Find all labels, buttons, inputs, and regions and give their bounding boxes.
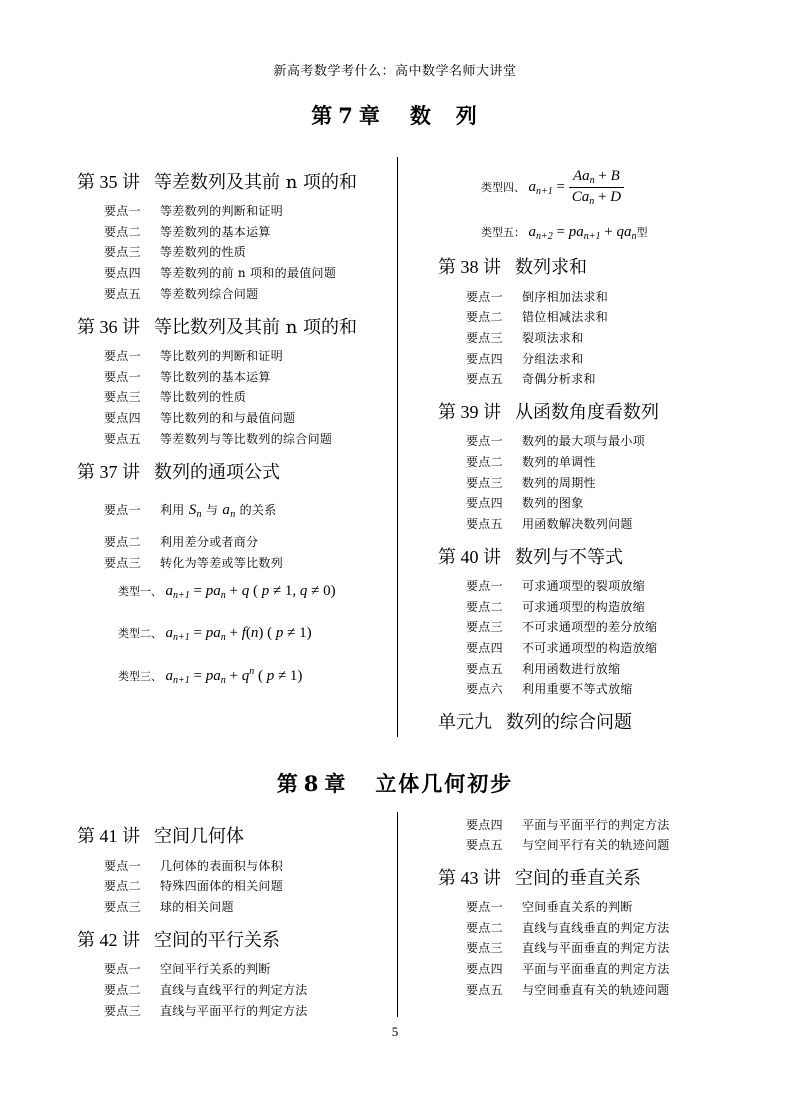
lecture-40-point: 要点三 不可求通项型的差分放缩 — [466, 620, 658, 634]
lecture-36-point: 要点三 等比数列的性质 — [104, 390, 247, 404]
lecture-43-point: 要点四 平面与平面垂直的判定方法 — [466, 962, 670, 976]
lecture-42-point: 要点五 与空间平行有关的轨迹问题 — [466, 838, 670, 852]
lecture-41-number: 第 41 讲 — [77, 826, 140, 846]
lecture-40-heading — [438, 543, 623, 569]
lecture-39-point: 要点五 用函数解决数列问题 — [466, 517, 633, 531]
lecture-42-point: 要点三 直线与平面平行的判定方法 — [104, 1004, 308, 1018]
lecture-43-point: 要点一 空间垂直关系的判断 — [466, 900, 633, 914]
column-divider — [397, 157, 398, 737]
type-5-formula: 类型五： $a_{n+2} = pa_{n+1} + qa_n$型 — [481, 224, 648, 242]
chapter-7-number: 7 — [338, 103, 355, 128]
column-divider — [397, 812, 398, 1017]
lecture-42-point: 要点一 空间平行关系的判断 — [104, 962, 271, 976]
type-4-formula: 类型四、 $a_{n+1}$ = $\frac{Aa_n + B}{Ca_n + D}$ — [481, 168, 624, 207]
lecture-37-number: 第 37 讲 — [77, 462, 140, 482]
lecture-43-point: 要点三 直线与平面垂直的判定方法 — [466, 941, 670, 955]
lecture-36-point: 要点五 等差数列与等比数列的综合问题 — [104, 432, 333, 446]
lecture-35-heading — [77, 168, 357, 194]
lecture-35-point: 要点四 等差数列的前 n 项和的最值问题 — [104, 266, 337, 280]
lecture-43-heading — [438, 864, 641, 890]
chapter-7-heading — [0, 100, 790, 130]
lecture-38-point: 要点四 分组法求和 — [466, 352, 584, 366]
lecture-38-title: 数列求和 — [515, 257, 587, 278]
chapter-8-suffix: 章 — [324, 771, 348, 796]
lecture-37-point: 要点二 利用差分或者商分 — [104, 535, 259, 549]
lecture-36-number: 第 36 讲 — [77, 317, 140, 337]
chapter-8-number: 8 — [303, 771, 321, 796]
lecture-37-title: 数列的通项公式 — [154, 462, 280, 483]
lecture-35-point: 要点二 等差数列的基本运算 — [104, 225, 271, 239]
lecture-36-point: 要点一 等比数列的判断和证明 — [104, 349, 284, 363]
chapter-8-title: 立体几何初步 — [375, 771, 514, 796]
lecture-37-heading — [77, 458, 280, 484]
type-1-formula: 类型一、 $a_{n+1} = pa_n + q$ ( p ≠ 1, q ≠ 0) — [118, 583, 336, 601]
lecture-38-number: 第 38 讲 — [438, 257, 501, 277]
lecture-39-number: 第 39 讲 — [438, 402, 501, 422]
lecture-42-title: 空间的平行关系 — [154, 930, 280, 951]
running-header: 新高考数学考什么：高中数学名师大讲堂 — [273, 64, 517, 79]
lecture-42-point: 要点四 平面与平面平行的判定方法 — [466, 818, 670, 832]
lecture-43-title: 空间的垂直关系 — [515, 868, 641, 889]
chapter-8-prefix: 第 — [276, 771, 300, 796]
lecture-40-number: 第 40 讲 — [438, 547, 501, 567]
lecture-35-point: 要点三 等差数列的性质 — [104, 245, 247, 259]
lecture-41-heading — [77, 822, 244, 848]
lecture-40-point: 要点五 利用函数进行放缩 — [466, 662, 621, 676]
lecture-43-point: 要点五 与空间垂直有关的轨迹问题 — [466, 983, 670, 997]
lecture-39-heading — [438, 398, 659, 424]
lecture-40-point: 要点二 可求通项型的构造放缩 — [466, 600, 646, 614]
unit-9-number: 单元九 — [438, 712, 492, 733]
chapter-7-title: 数 列 — [409, 103, 479, 128]
lecture-36-heading — [77, 313, 357, 339]
lecture-43-number: 第 43 讲 — [438, 868, 501, 888]
lecture-39-point: 要点一 数列的最大项与最小项 — [466, 434, 646, 448]
lecture-40-point: 要点四 不可求通项型的构造放缩 — [466, 641, 658, 655]
lecture-43-point: 要点二 直线与直线垂直的判定方法 — [466, 921, 670, 935]
lecture-37-point-1: 要点一 利用 $S_n$ 与 $a_n$ 的关系 — [104, 502, 277, 520]
lecture-37-point: 要点三 转化为等差或等比数列 — [104, 556, 284, 570]
lecture-35-point: 要点一 等差数列的判断和证明 — [104, 204, 284, 218]
lecture-38-point: 要点二 错位相减法求和 — [466, 310, 609, 324]
unit-9-heading — [438, 708, 632, 734]
lecture-42-heading — [77, 926, 280, 952]
lecture-40-point: 要点一 可求通项型的裂项放缩 — [466, 579, 646, 593]
lecture-35-number: 第 35 讲 — [77, 172, 140, 192]
lecture-38-point: 要点一 倒序相加法求和 — [466, 290, 609, 304]
lecture-38-point: 要点五 奇偶分析求和 — [466, 372, 596, 386]
lecture-39-point: 要点三 数列的周期性 — [466, 476, 596, 490]
chapter-7-suffix: 章 — [358, 103, 382, 128]
lecture-41-point: 要点二 特殊四面体的相关问题 — [104, 879, 284, 893]
type-2-formula: 类型二、 $a_{n+1} = pa_n + f(n)$ ( p ≠ 1) — [118, 625, 312, 643]
lecture-38-heading — [438, 253, 587, 279]
chapter-7-prefix: 第 — [311, 103, 335, 128]
lecture-42-number: 第 42 讲 — [77, 930, 140, 950]
lecture-35-title: 等差数列及其前 n 项的和 — [154, 172, 358, 193]
lecture-36-point: 要点四 等比数列的和与最值问题 — [104, 411, 296, 425]
lecture-36-title: 等比数列及其前 n 项的和 — [154, 317, 358, 338]
lecture-40-title: 数列与不等式 — [515, 547, 623, 568]
lecture-39-point: 要点四 数列的图象 — [466, 496, 584, 510]
lecture-36-point: 要点一 等比数列的基本运算 — [104, 370, 271, 384]
lecture-42-point: 要点二 直线与直线平行的判定方法 — [104, 983, 308, 997]
lecture-39-title: 从函数角度看数列 — [515, 402, 659, 423]
lecture-41-title: 空间几何体 — [154, 826, 244, 847]
lecture-38-point: 要点三 裂项法求和 — [466, 331, 584, 345]
lecture-37-point-1-text: 利用 $S_n$ 与 $a_n$ 的关系 — [160, 502, 277, 520]
type-3-formula: 类型三、 $a_{n+1} = pa_n + q^n$ ( p ≠ 1) — [118, 666, 303, 686]
unit-9-title: 数列的综合问题 — [506, 712, 632, 733]
lecture-41-point: 要点三 球的相关问题 — [104, 900, 234, 914]
page-number: 5 — [391, 1024, 399, 1039]
chapter-8-heading — [0, 768, 790, 798]
lecture-39-point: 要点二 数列的单调性 — [466, 455, 596, 469]
lecture-35-point: 要点五 等差数列综合问题 — [104, 287, 259, 301]
lecture-41-point: 要点一 几何体的表面积与体积 — [104, 859, 284, 873]
lecture-40-point: 要点六 利用重要不等式放缩 — [466, 682, 633, 696]
